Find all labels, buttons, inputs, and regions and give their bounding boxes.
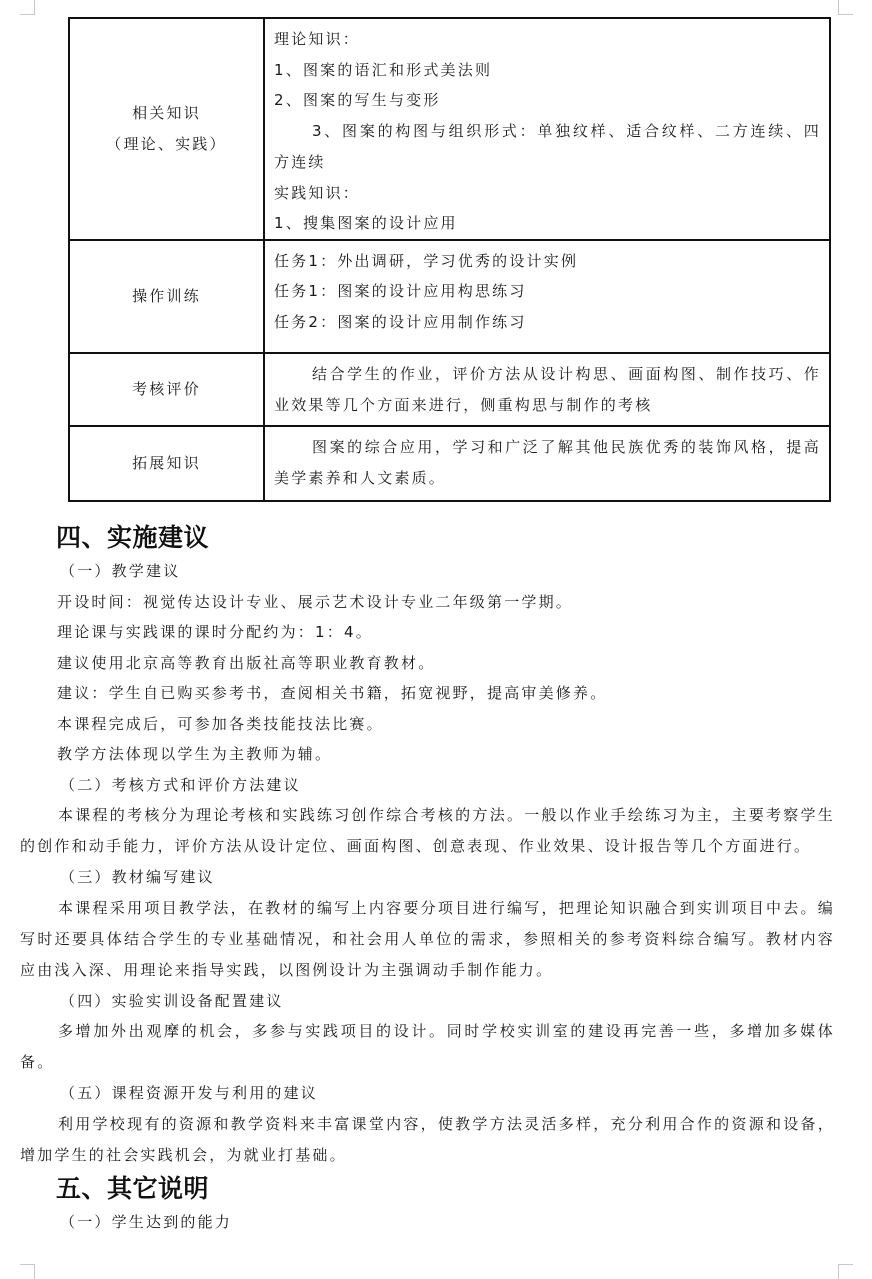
- table-row-assessment: [69, 353, 830, 426]
- body-paragraph: 本课程采用项目教学法，在教材的编写上内容要分项目进行编写，把理论知识融合到实训项目中去。编写时还要具体结合学生的专业基础情况，和社会用人单位的需求，参照相关的参考资料综合编写。教材内容应由浅入深、用理论来指导实践，以图例设计为主强调动手制作能力。: [20, 898, 835, 979]
- row-content: [264, 353, 830, 426]
- row-label-line: 相关知识: [132, 104, 201, 123]
- subsection-title: （二）考核方式和评价方法建议: [60, 775, 301, 794]
- content-line: 2、图案的写生与变形: [274, 91, 441, 109]
- section-heading: 五、其它说明: [56, 1173, 210, 1203]
- row-label-line: （理论、实践）: [106, 134, 227, 153]
- body-paragraph: 多增加外出观摩的机会，多参与实践项目的设计。同时学校实训室的建设再完善一些，多增加多媒体备。: [20, 1022, 835, 1071]
- content-line: 结合学生的作业，评价方法从设计构思、画面构图、制作技巧、作业效果等几个方面来进行，侧重构思与制作的考核: [274, 364, 821, 414]
- content-line: 1、图案的语汇和形式美法则: [274, 60, 493, 79]
- body-line: 建议：学生自已购买参考书，查阅相关书籍，拓宽视野，提高审美修养。: [57, 684, 608, 702]
- content-line: 任务2：图案的设计应用制作练习: [274, 312, 527, 331]
- page-corner-mark: [20, 0, 35, 15]
- table-row-practice-training: [69, 240, 830, 353]
- row-label: 操作训练: [69, 240, 264, 353]
- page-corner-mark: [838, 1264, 853, 1279]
- subsection-title: （一）学生达到的能力: [60, 1212, 233, 1231]
- subsection-title: （三）教材编写建议: [60, 868, 215, 886]
- row-content: [264, 18, 830, 240]
- subsection-title: （五）课程资源开发与利用的建议: [60, 1084, 319, 1102]
- body-line: 开设时间：视觉传达设计专业、展示艺术设计专业二年级第一学期。: [57, 592, 574, 611]
- content-line: 图案的综合应用，学习和广泛了解其他民族优秀的装饰风格，提高美学素养和人文素质。: [274, 437, 821, 487]
- course-content-table: [68, 17, 831, 502]
- content-line: 1、搜集图案的设计应用: [274, 214, 458, 232]
- body-line: 理论课与实践课的课时分配约为：1：4。: [57, 623, 373, 641]
- page-corner-mark: [838, 0, 853, 15]
- row-label: 考核评价: [69, 353, 264, 426]
- body-line: 建议使用北京高等教育出版社高等职业教育教材。: [57, 653, 436, 672]
- row-label: 拓展知识: [69, 426, 264, 501]
- content-line: 理论知识：: [274, 30, 361, 48]
- content-line: 任务1：图案的设计应用构思练习: [274, 282, 527, 300]
- body-paragraph: 本课程的考核分为理论考核和实践练习创作综合考核的方法。一般以作业手绘练习为主，主要考察学生的创作和动手能力，评价方法从设计定位、画面构图、创意表现、作业效果、设计报告等几个方面进行。: [20, 806, 835, 855]
- row-content: [264, 426, 830, 501]
- content-line: 3、图案的构图与组织形式：单独纹样、适合纹样、二方连续、四方连续: [274, 121, 821, 171]
- table-row-extended-knowledge: [69, 426, 830, 501]
- page-corner-mark: [20, 1264, 35, 1279]
- content-line: 任务1：外出调研，学习优秀的设计实例: [274, 251, 579, 270]
- subsection-title: （一）教学建议: [60, 562, 181, 580]
- document-body: [20, 520, 835, 1237]
- row-label: [69, 18, 264, 240]
- body-line: 本课程完成后，可参加各类技能技法比赛。: [57, 714, 384, 733]
- section-heading: 四、实施建议: [56, 523, 210, 552]
- subsection-title: （四）实验实训设备配置建议: [60, 991, 284, 1010]
- body-line: 教学方法体现以学生为主教师为辅。: [57, 745, 333, 763]
- row-content: [264, 240, 830, 353]
- content-line: 实践知识：: [274, 183, 361, 202]
- body-paragraph: 利用学校现有的资源和教学资料来丰富课堂内容，使教学方法灵活多样，充分利用合作的资源和设备，增加学生的社会实践机会，为就业打基础。: [20, 1114, 835, 1164]
- table-row-related-knowledge: [69, 18, 830, 240]
